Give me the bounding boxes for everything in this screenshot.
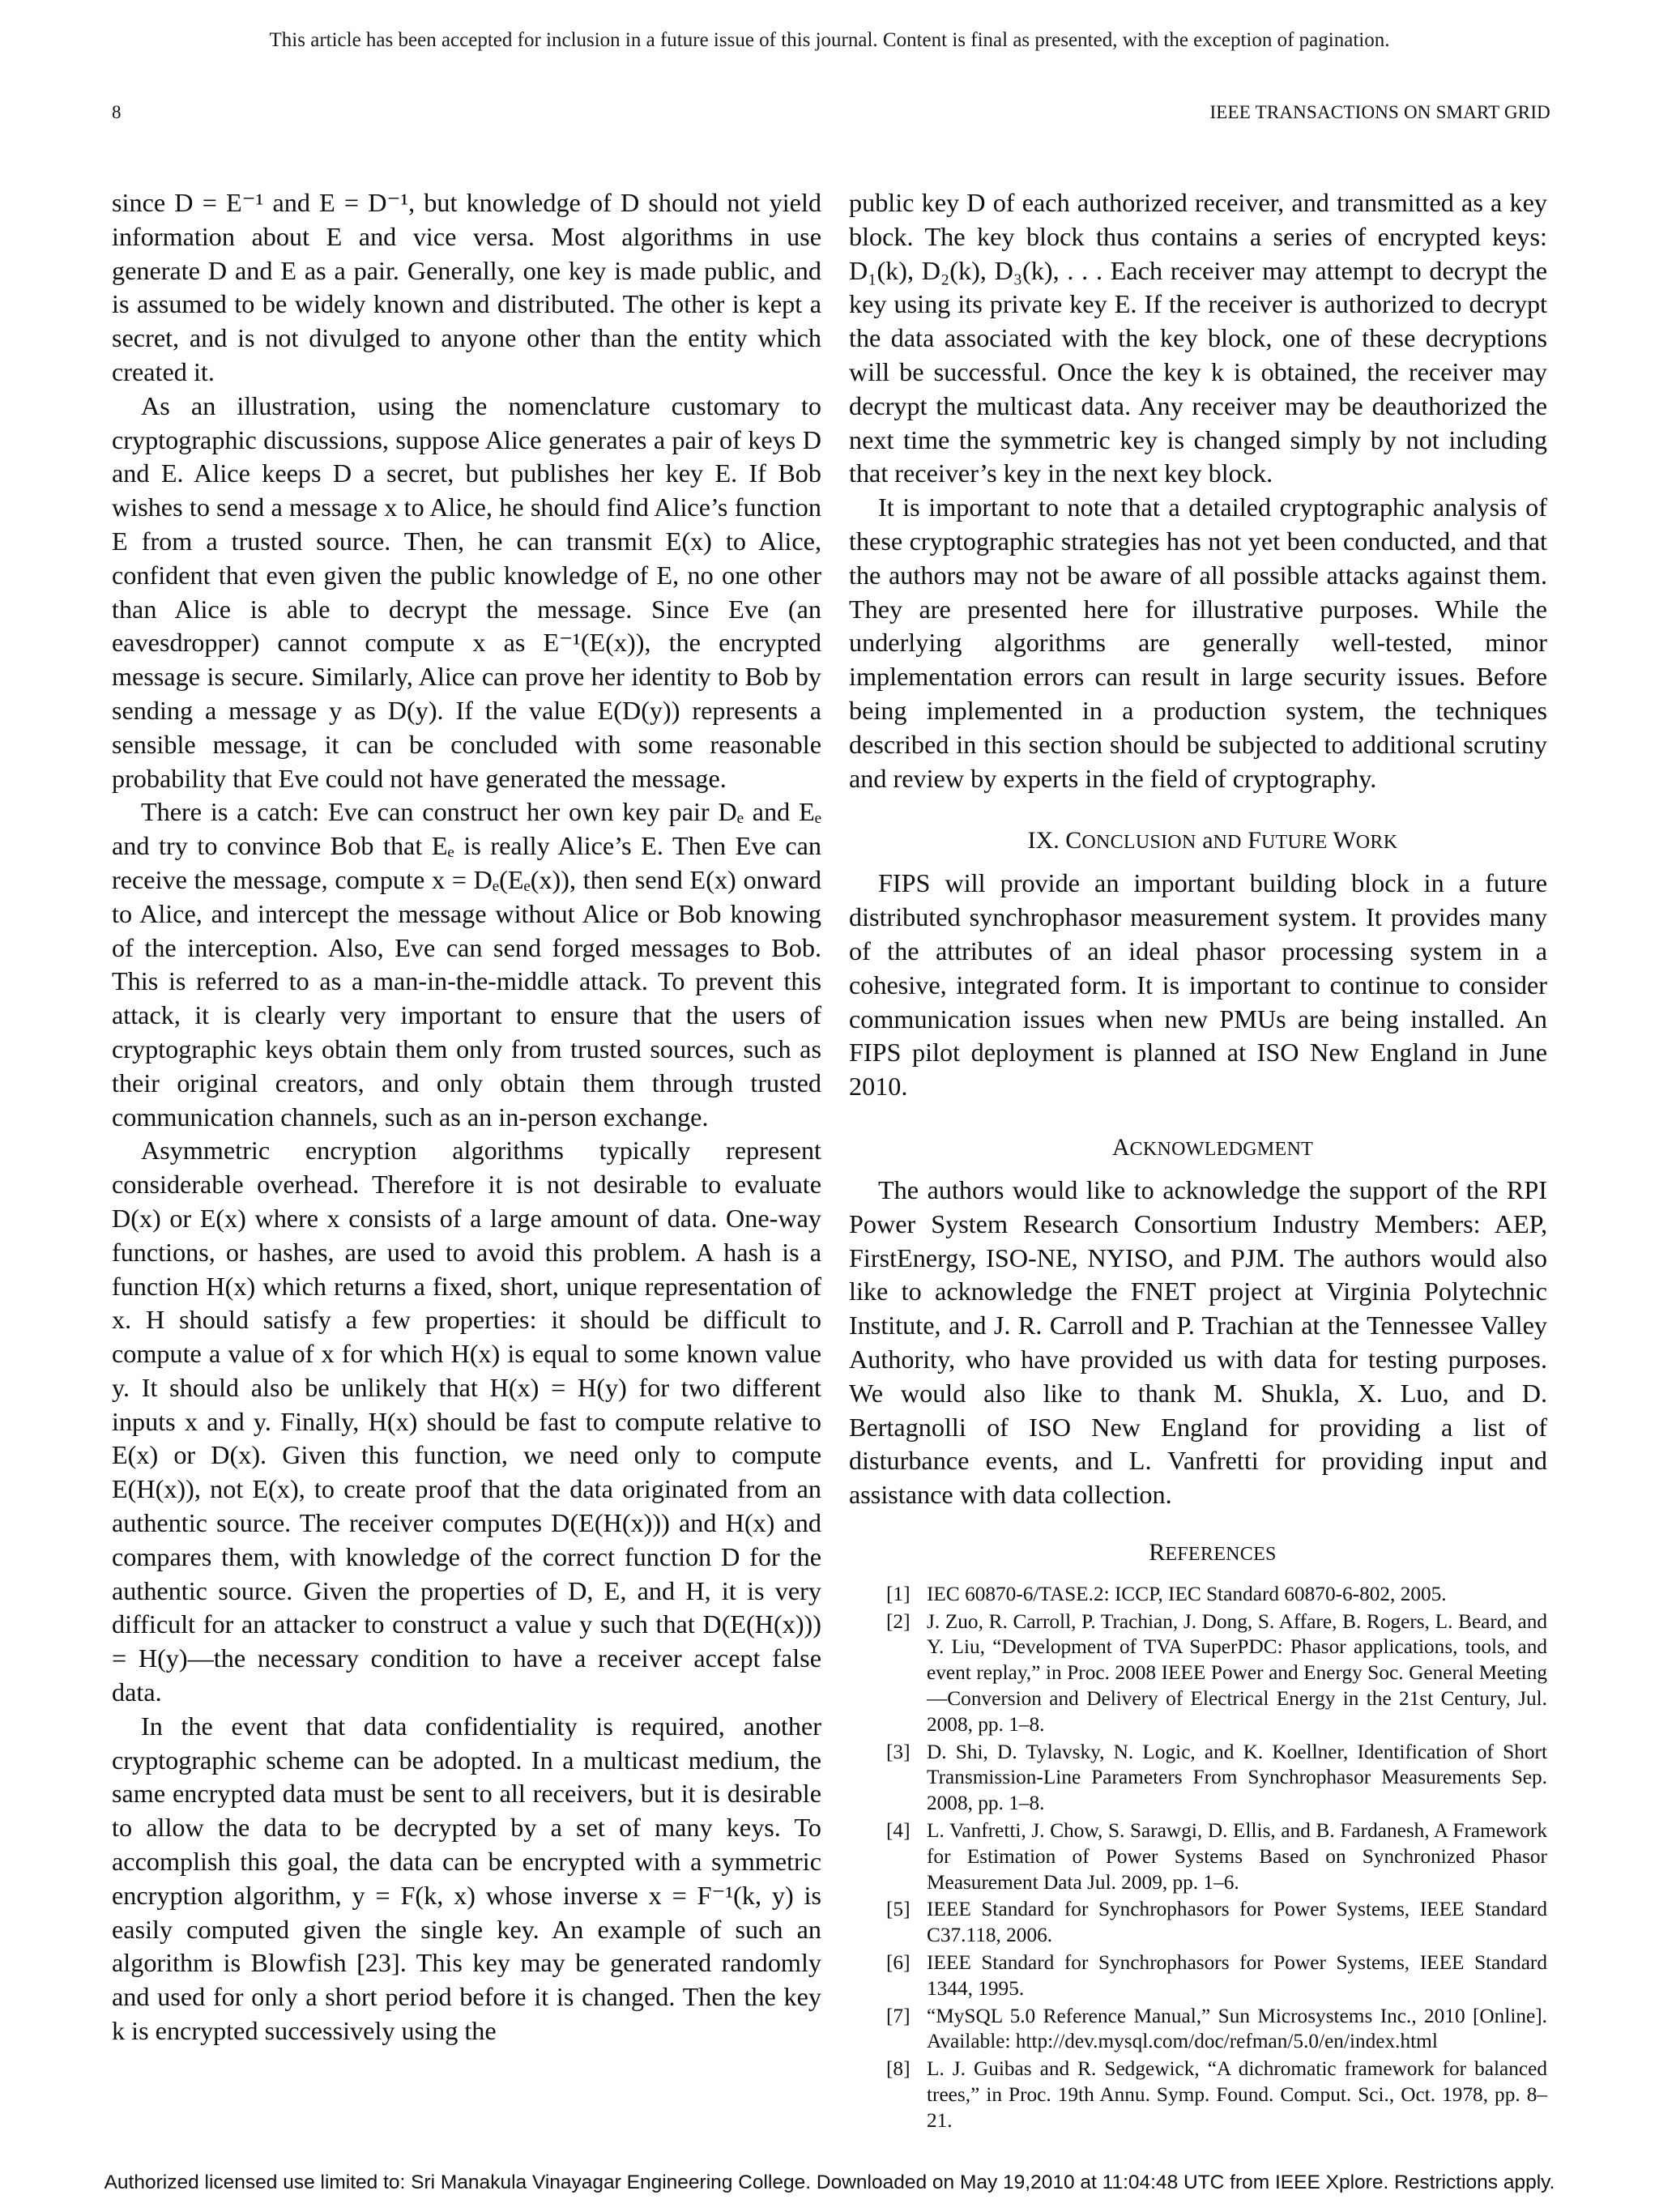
reference-item — [849, 1818, 1547, 1895]
paragraph: As an illustration, using the nomenclature customary to cryptographic discussions, suppose Alice generates a pair of keys D and E. Alice keeps D a secret, but publishes her key E. If Bob wishes to send a message x to Alice, he should find Alice’s function E from a trusted source. Then, he can transmit E(x) to Alice, confident that even given the public knowledge of E, no one other than Alice is able to decrypt the message. Since Eve (an eavesdropper) cannot compute x as E⁻¹(E(x)), the encrypted message is secure. Similarly, Alice can prove her identity to Bob by sending a message y as D(y). If the value E(D(y)) represents a sensible message, it can be concluded with some reasonable probability that Eve could not have generated the message. — [112, 390, 821, 793]
reference-text: “MySQL 5.0 Reference Manual,” Sun Microsystems Inc., 2010 [Online]. Available: http://dev.mysql.com/doc/refman/5.0/en/index.html — [927, 2004, 1547, 2053]
paragraph: It is important to note that a detailed cryptographic analysis of these cryptographic strategies has not yet been conducted, and that the authors may not be aware of all possible attacks against them. They are presented here for illustrative purposes. While the underlying algorithms are generally well-tested, minor implementation errors can result in large security issues. Before being implemented in a production system, the techniques described in this section should be subjected to additional scrutiny and review by experts in the field of cryptography. — [849, 492, 1547, 793]
reference-list — [849, 1582, 1547, 2134]
reference-number: [7] — [886, 2004, 911, 2027]
reference-number: [2] — [886, 1609, 911, 1633]
reference-number: [3] — [886, 1740, 911, 1763]
reference-item — [849, 1582, 1547, 1608]
reference-item — [849, 1740, 1547, 1817]
reference-text: D. Shi, D. Tylavsky, N. Logic, and K. Koellner, Identification of Short Transmission-Line Parameters From Synchrophasor Measurements Sep. 2008, pp. 1–8. — [927, 1740, 1547, 1815]
reference-text: IEC 60870-6/TASE.2: ICCP, IEC Standard 60870-6-802, 2005. — [927, 1582, 1447, 1605]
page-number: 8 — [112, 102, 122, 122]
reference-item — [849, 1950, 1547, 2002]
paragraph: Asymmetric encryption algorithms typically represent considerable overhead. Therefore it is not desirable to evaluate D(x) or E(x) where x consists of a large amount of data. One-way functions, or hashes, are used to avoid this problem. A hash is a function H(x) which returns a fixed, short, unique representation of x. H should satisfy a few properties: it should be difficult to compute a value of x for which H(x) is equal to some known value y. It should also be unlikely that H(x) = H(y) for two different inputs x and y. Finally, H(x) should be fast to compute relative to E(x) or D(x). Given this function, we need only to compute E(H(x)), not E(x), to create proof that the data originated from an authentic source. The receiver computes D(E(H(x))) and H(x) and compares them, with knowledge of the correct function D for the authentic source. Given the properties of D, E, and H, it is very difficult for an attacker to construct a value y such that D(E(H(x))) = H(y)—the necessary condition to have a receiver accept false data. — [112, 1136, 821, 1707]
right-column — [849, 186, 1547, 2136]
paragraph: since D = E⁻¹ and E = D⁻¹, but knowledge of D should not yield information about E and vice versa. Most algorithms in use generate D and E as a pair. Generally, one key is made public, and is assumed to be widely known and distributed. The other is kept a secret, and is not divulged to anyone other than the entity which created it. — [112, 188, 821, 386]
reference-text: J. Zuo, R. Carroll, P. Trachian, J. Dong, S. Affare, B. Rogers, L. Beard, and Y. Liu, “Development of TVA SuperPDC: Phasor applications, tools, and event replay,” in Proc. 2008 IEEE Power and Energy Soc. General Meeting—Conversion and Delivery of Electrical Energy in the 21st Century, Jul. 2008, pp. 1–8. — [927, 1609, 1547, 1736]
paragraph: The authors would like to acknowledge the support of the RPI Power System Research Consortium Industry Members: AEP, FirstEnergy, ISO-NE, NYISO, and PJM. The authors would also like to acknowledge the FNET project at Virginia Polytechnic Institute, and J. R. Carroll and P. Trachian at the Tennessee Valley Authority, who have provided us with data for testing purposes. We would also like to thank M. Shukla, X. Luo, and D. Bertagnolli of ISO New England for providing a list of disturbance events, and L. Vanfretti for providing input and assistance with data collection. — [849, 1174, 1547, 1510]
reference-number: [1] — [886, 1582, 911, 1605]
reference-item — [849, 1897, 1547, 1949]
paragraph: In the event that data confidentiality is required, another cryptographic scheme can be adopted. In a multicast medium, the same encrypted data must be sent to all receivers, but it is desirable to allow the data to be decrypted by a set of many keys. To accomplish this goal, the data can be encrypted with a symmetric encryption algorithm, y = F(k, x) whose inverse x = F⁻¹(k, y) is easily computed given the single key. An example of such an algorithm is Blowfish [23]. This key may be generated randomly and used for only a short period before it is changed. Then the key k is encrypted successively using the — [112, 1711, 821, 2046]
section-heading-conclusion: IX. CONCLUSION aND FUTURE WORK — [1027, 827, 1398, 855]
reference-text: IEEE Standard for Synchrophasors for Power Systems, IEEE Standard 1344, 1995. — [927, 1951, 1547, 2000]
section-heading-references: REFERENCES — [1149, 1538, 1277, 1566]
reference-text: L. J. Guibas and R. Sedgewick, “A dichromatic framework for balanced trees,” in Proc. 19th Annu. Symp. Found. Comput. Sci., Oct. 1978, pp. 8–21. — [927, 2057, 1547, 2132]
reference-text: L. Vanfretti, J. Chow, S. Sarawgi, D. Ellis, and B. Fardanesh, A Framework for Estimation of Power Systems Based on Synchronized Phasor Measurement Data Jul. 2009, pp. 1–6. — [927, 1819, 1547, 1894]
reference-number: [6] — [886, 1951, 911, 1975]
reference-item — [849, 1609, 1547, 1738]
reference-item — [849, 2056, 1547, 2133]
reference-number: [4] — [886, 1819, 911, 1843]
paragraph: FIPS will provide an important building block in a future distributed synchrophasor measurement system. It provides many of the attributes of an ideal phasor processing system in a cohesive, integrated form. It is important to continue to consider communication issues when new PMUs are being installed. An FIPS pilot deployment is planned at ISO New England in June 2010. — [849, 868, 1547, 1102]
paragraph: There is a catch: Eve can construct her own key pair Dₑ and Eₑ and try to convince Bob that Eₑ is really Alice’s E. Then Eve can receive the message, compute x = Dₑ(Eₑ(x)), then send E(x) onward to Alice, and intercept the message without Alice or Bob knowing of the interception. Also, Eve can send forged messages to Bob. This is referred to as a man-in-the-middle attack. To prevent this attack, it is clearly very important to ensure that the users of cryptographic keys obtain them only from trusted sources, such as their original creators, and only obtain them through trusted communication channels, such as an in-person exchange. — [112, 797, 821, 1132]
paragraph: public key D of each authorized receiver, and transmitted as a key block. The key block thus contains a series of encrypted keys: D₁(k), D₂(k), D₃(k), . . . Each receiver may attempt to decrypt the key using its private key E. If the receiver is authorized to decrypt the data associated with the key block, one of these decryptions will be successful. Once the key k is obtained, the receiver may decrypt the multicast data. Any receiver may be deauthorized the next time the symmetric key is changed simply by not including that receiver’s key in the next key block. — [849, 188, 1547, 488]
reference-number: [8] — [886, 2057, 911, 2081]
reference-text: IEEE Standard for Synchrophasors for Power Systems, IEEE Standard C37.118, 2006. — [927, 1898, 1547, 1947]
license-footer: Authorized licensed use limited to: Sri Manakula Vinayagar Engineering College. Downloaded on May 19,2010 at 11:04:48 UTC from IEEE Xplore. Restrictions apply. — [104, 2172, 1555, 2193]
journal-title: IEEE TRANSACTIONS ON SMART GRID — [1209, 102, 1550, 122]
section-heading-acknowledgment: ACKNOWLEDGMENT — [1111, 1133, 1314, 1161]
acceptance-banner: This article has been accepted for inclusion in a future issue of this journal. Content is final as presented, with the exception of pagination. — [269, 29, 1390, 51]
left-column — [112, 186, 821, 2048]
reference-item — [849, 2004, 1547, 2056]
reference-number: [5] — [886, 1898, 911, 1921]
